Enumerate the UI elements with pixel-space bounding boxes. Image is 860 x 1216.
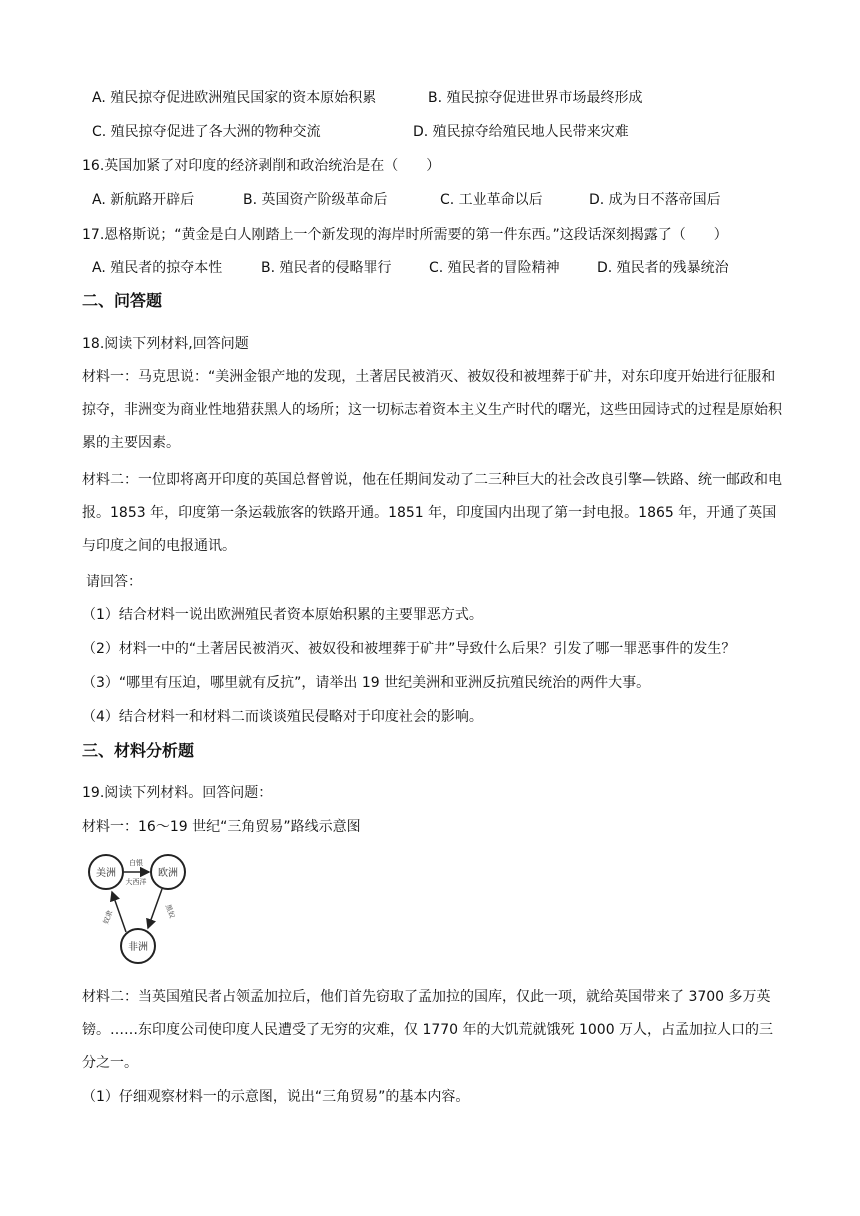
q18-material-1: 材料一：马克思说：“美洲金银产地的发现，土著居民被消灭、被奴役和被埋葬于矿井，对东印度开始进行征服和掠夺，非洲变为商业性地猎获黑人的场所；这一切标志着资本主义生产时代的曙光，这些田园诗式的过程是原始积累的主要因素。 bbox=[82, 369, 782, 451]
arrow-label-left: 奴隶 bbox=[101, 909, 115, 926]
arrow-label-top-upper: 白银 bbox=[129, 859, 143, 867]
q16-option-d: D. 成为日不落帝国后 bbox=[589, 192, 721, 208]
q15-option-a: A. 殖民掠夺促进欧洲殖民国家的资本原始积累 bbox=[92, 90, 377, 106]
q16-option-b: B. 英国资产阶级革命后 bbox=[243, 192, 388, 208]
q17-option-d: D. 殖民者的残暴统治 bbox=[597, 260, 729, 276]
q18-sub-2: （2）材料一中的“土著居民被消灭、被奴役和被埋葬于矿井”导致什么后果？引发了哪一罪恶事件的发生？ bbox=[82, 641, 736, 657]
q15-option-b: B. 殖民掠夺促进世界市场最终形成 bbox=[428, 90, 643, 106]
q19-stem: 19.阅读下列材料。回答问题： bbox=[82, 785, 273, 801]
node-label-africa: 非洲 bbox=[128, 942, 148, 953]
q15-option-c: C. 殖民掠夺促进了各大洲的物种交流 bbox=[92, 124, 321, 140]
arrow-africa-to-america bbox=[112, 892, 126, 932]
q16-stem: 16.英国加紧了对印度的经济剥削和政治统治是在（ ） bbox=[82, 158, 441, 174]
q18-stem: 18.阅读下列材料,回答问题 bbox=[82, 336, 249, 352]
q17-option-c: C. 殖民者的冒险精神 bbox=[429, 260, 560, 276]
section-3-heading: 三、材料分析题 bbox=[82, 741, 195, 760]
q18-sub-1: （1）结合材料一说出欧洲殖民者资本原始积累的主要罪恶方式。 bbox=[82, 607, 483, 623]
q19-material-2: 材料二：当英国殖民者占领孟加拉后，他们首先窃取了孟加拉的国库，仅此一项，就给英国带来了 3700 多万英镑。……东印度公司使印度人民遭受了无穷的灾难，仅 1770 年的大饥荒就饿死 1000 万人，占孟加拉人口的三分之一。 bbox=[82, 989, 774, 1071]
q16-option-a: A. 新航路开辟后 bbox=[92, 192, 195, 208]
q16-option-c: C. 工业革命以后 bbox=[440, 192, 543, 208]
node-label-europe: 欧洲 bbox=[158, 868, 178, 879]
arrow-label-right: 黑奴 bbox=[163, 903, 177, 920]
q19-sub-1: （1）仔细观察材料一的示意图，说出“三角贸易”的基本内容。 bbox=[82, 1089, 470, 1105]
q18-sub-4: （4）结合材料一和材料二而谈谈殖民侵略对于印度社会的影响。 bbox=[82, 709, 483, 725]
q18-prompt: 请回答： bbox=[86, 574, 142, 590]
q17-stem: 17.恩格斯说；“黄金是白人刚踏上一个新发现的海岸时所需要的第一件东西。”这段话深刻揭露了（ ） bbox=[82, 227, 728, 243]
triangle-trade-diagram bbox=[88, 846, 192, 974]
q17-option-a: A. 殖民者的掠夺本性 bbox=[92, 260, 223, 276]
q19-material-1-title: 材料一：16～19 世纪“三角贸易”路线示意图 bbox=[82, 819, 361, 835]
arrow-label-top-lower: 大西洋 bbox=[125, 878, 147, 886]
q15-option-d: D. 殖民掠夺给殖民地人民带来灾难 bbox=[413, 124, 629, 140]
q18-sub-3: （3）“哪里有压迫，哪里就有反抗”，请举出 19 世纪美洲和亚洲反抗殖民统治的两件大事。 bbox=[82, 675, 651, 691]
node-label-america: 美洲 bbox=[96, 868, 116, 879]
arrow-europe-to-africa bbox=[148, 889, 162, 928]
q18-material-2: 材料二：一位即将离开印度的英国总督曾说，他在任期间发动了二三种巨大的社会改良引擎—铁路、统一邮政和电报。1853 年，印度第一条运载旅客的铁路开通。1851 年，印度国内出现了第一封电报。1865 年，开通了英国与印度之间的电报通讯。 bbox=[82, 472, 782, 554]
q17-option-b: B. 殖民者的侵略罪行 bbox=[261, 260, 392, 276]
section-2-heading: 二、问答题 bbox=[82, 291, 163, 310]
